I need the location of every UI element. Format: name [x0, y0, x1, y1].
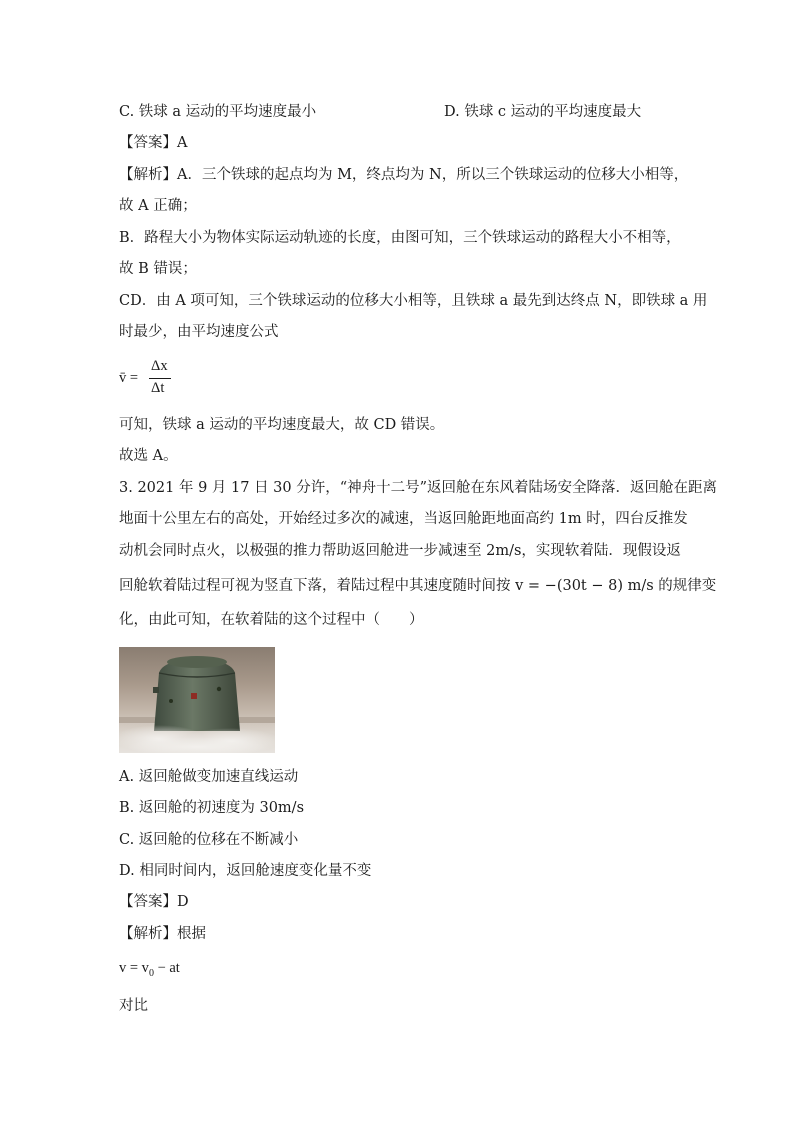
option-d-prev: D. 铁球 c 运动的平均速度最大 — [444, 104, 642, 120]
option-b: B. 返回舱的初速度为 30m/s — [119, 800, 305, 816]
option-c: C. 返回舱的位移在不断减小 — [119, 832, 299, 848]
analysis-prev-line4: 故 B 错误； — [119, 261, 197, 277]
formula-subscript: 0 — [148, 967, 154, 979]
formula-rest: − at — [153, 960, 180, 976]
analysis-text: A．三个铁球的起点均为 M，终点均为 N，所以三个铁球运动的位移大小相等， — [177, 167, 689, 183]
analysis-q3 — [119, 924, 206, 944]
formula-lhs: v̄ = — [119, 370, 139, 386]
kinematics-formula — [119, 960, 180, 979]
question3-line5: 化，由此可知，在软着陆的这个过程中（ ） — [119, 612, 424, 628]
question3-line4: 回舱软着陆过程可视为竖直下落，着陆过程中其速度随时间按 v = −(30t − 8) m/s 的规律变 — [119, 578, 717, 594]
formula-main: v = v — [119, 960, 149, 976]
return-capsule-photo — [119, 647, 275, 753]
answer-tag: 【答案】 — [119, 894, 177, 910]
formula-numerator: Δx — [151, 358, 168, 374]
answer-q3 — [119, 892, 189, 912]
analysis-prev-line3: B．路程大小为物体实际运动轨迹的长度，由图可知，三个铁球运动的路程大小不相等， — [119, 230, 681, 246]
analysis-prev-line8: 故选 A。 — [119, 448, 178, 464]
analysis-prev-line7: 可知，铁球 a 运动的平均速度最大，故 CD 错误。 — [119, 417, 445, 433]
analysis-prev-line2: 故 A 正确； — [119, 198, 197, 214]
analysis-prev-line6: 时最少，由平均速度公式 — [119, 324, 279, 340]
question3-line2: 地面十公里左右的高处，开始经过多次的减速，当返回舱距地面高约 1m 时，四台反推发 — [119, 511, 688, 527]
answer-tag: 【答案】 — [119, 135, 177, 151]
analysis-tag: 【解析】 — [119, 926, 177, 942]
fraction-bar — [149, 378, 171, 379]
option-c-prev: C. 铁球 a 运动的平均速度最小 — [119, 104, 317, 120]
question3-line1: 3. 2021 年 9 月 17 日 30 分许，“神舟十二号”返回舱在东风着陆场安全降落．返回舱在距离 — [119, 480, 718, 496]
compare-text: 对比 — [119, 998, 148, 1014]
answer-value: A — [177, 135, 188, 151]
analysis-text: 根据 — [177, 926, 206, 942]
answer-prev — [119, 133, 187, 153]
analysis-tag: 【解析】 — [119, 167, 177, 183]
option-d: D. 相同时间内，返回舱速度变化量不变 — [119, 863, 372, 879]
question3-line3: 动机会同时点火，以极强的推力帮助返回舱进一步减速至 2m/s，实现软着陆．现假设返 — [119, 543, 681, 559]
analysis-prev-line5: CD．由 A 项可知，三个铁球运动的位移大小相等，且铁球 a 最先到达终点 N，即铁球 a 用 — [119, 293, 708, 309]
answer-value: D — [177, 894, 189, 910]
formula-denominator: Δt — [151, 380, 165, 396]
option-a: A. 返回舱做变加速直线运动 — [119, 769, 299, 785]
analysis-prev-line1 — [119, 165, 688, 185]
